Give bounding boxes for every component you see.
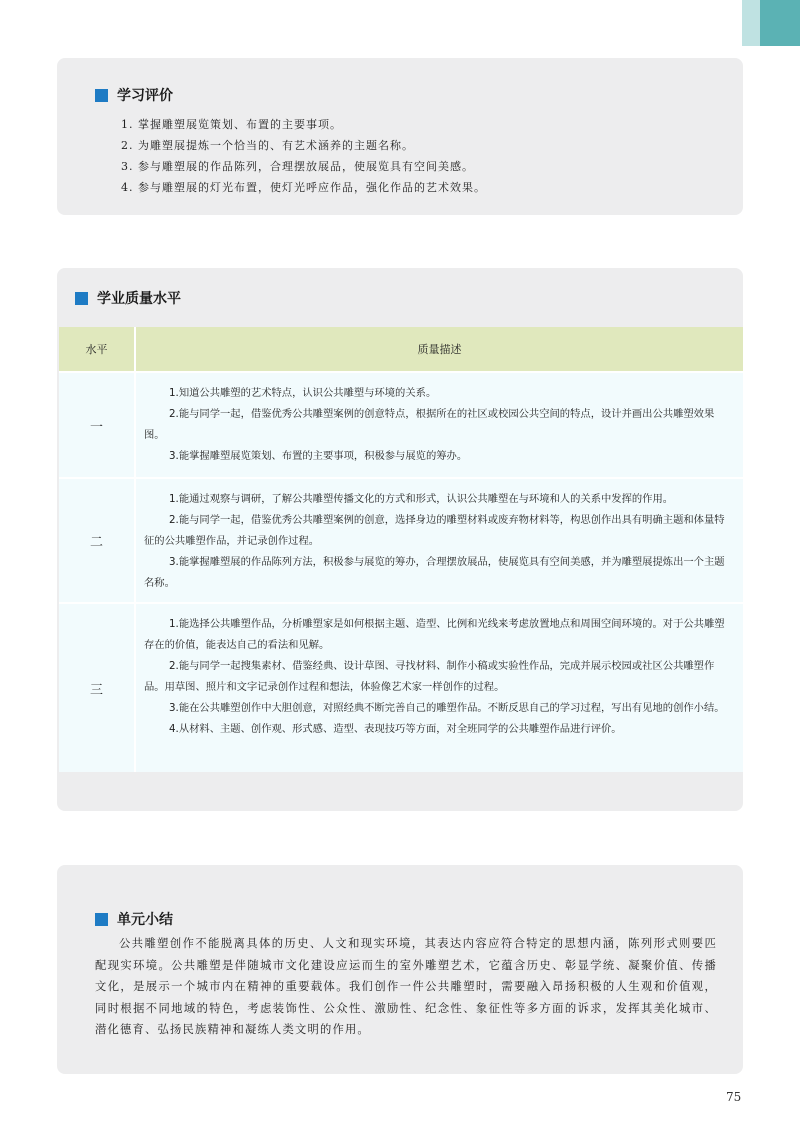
unit-summary-heading bbox=[95, 909, 173, 929]
unit-summary-panel bbox=[57, 865, 743, 1074]
description-line: 2.能与同学一起，借鉴优秀公共雕塑案例的创意，选择身边的雕塑材料或废弃物材料等，构思创作出具有明确主题和体量特征的公共雕塑作品，并记录创作过程。 bbox=[144, 514, 725, 547]
section-square-icon bbox=[95, 913, 108, 926]
academic-quality-heading bbox=[75, 288, 181, 308]
section-square-icon bbox=[75, 292, 88, 305]
list-item: 3. 参与雕塑展的作品陈列，合理摆放展品，使展览具有空间美感。 bbox=[121, 160, 474, 173]
level-cell: 三 bbox=[59, 604, 136, 772]
quality-table bbox=[59, 327, 743, 772]
unit-summary-text: 公共雕塑创作不能脱离具体的历史、人文和现实环境，其表达内容应符合特定的思想内涵，陈列形式则要匹配现实环境。公共雕塑是伴随城市文化建设应运而生的室外雕塑艺术，它蕴含历史、彰显学统、凝聚价值、传播文化，是展示一个城市内在精神的重要载体。我们创作一件公共雕塑时，需要融入昂扬积极的人生观和价值观，同时根据不同地域的特色，考虑装饰性、公众性、激励性、纪念性、象征性等多方面的诉求，发挥其美化城市、潜化德育、弘扬民族精神和凝练人类文明的作用。 bbox=[95, 937, 717, 1036]
header-level: 水平 bbox=[59, 327, 136, 371]
academic-quality-panel bbox=[57, 268, 743, 811]
academic-quality-title: 学业质量水平 bbox=[97, 291, 181, 307]
description-cell bbox=[136, 373, 743, 477]
level-cell: 一 bbox=[59, 373, 136, 477]
description-line: 3.能在公共雕塑创作中大胆创意，对照经典不断完善自己的雕塑作品。不断反思自己的学习过程，写出有见地的创作小结。 bbox=[169, 702, 725, 714]
learning-evaluation-heading bbox=[95, 85, 173, 105]
description-line: 1.知道公共雕塑的艺术特点，认识公共雕塑与环境的关系。 bbox=[169, 387, 437, 399]
description-line: 1.能通过观察与调研，了解公共雕塑传播文化的方式和形式，认识公共雕塑在与环境和人的关系中发挥的作用。 bbox=[169, 493, 674, 505]
learning-evaluation-title: 学习评价 bbox=[117, 88, 173, 104]
description-line: 2.能与同学一起搜集素材、借鉴经典、设计草图、寻找材料、制作小稿或实验性作品，完成并展示校园或社区公共雕塑作品。用草图、照片和文字记录创作过程和想法，体验像艺术家一样创作的过程。 bbox=[144, 660, 715, 693]
description-line: 3.能掌握雕塑展览策划、布置的主要事项，积极参与展览的筹办。 bbox=[169, 450, 468, 462]
table-header-row bbox=[59, 327, 743, 371]
page-number: 75 bbox=[726, 1090, 742, 1104]
list-item: 1. 掌握雕塑展览策划、布置的主要事项。 bbox=[121, 118, 342, 131]
learning-evaluation-list bbox=[121, 114, 486, 198]
description-line: 2.能与同学一起，借鉴优秀公共雕塑案例的创意特点，根据所在的社区或校园公共空间的特点，设计并画出公共雕塑效果图。 bbox=[144, 408, 715, 441]
corner-tab-dark bbox=[760, 0, 800, 46]
description-line: 3.能掌握雕塑展的作品陈列方法，积极参与展览的筹办，合理摆放展品，使展览具有空间美感，并为雕塑展提炼出一个主题名称。 bbox=[144, 556, 725, 589]
learning-evaluation-panel bbox=[57, 58, 743, 215]
description-line: 1.能选择公共雕塑作品，分析雕塑家是如何根据主题、造型、比例和光线来考虑放置地点和周围空间环境的。对于公共雕塑存在的价值，能表达自己的看法和见解。 bbox=[144, 618, 725, 651]
level-cell: 二 bbox=[59, 479, 136, 602]
list-item: 4. 参与雕塑展的灯光布置，使灯光呼应作品，强化作品的艺术效果。 bbox=[121, 181, 486, 194]
corner-tab-light bbox=[742, 0, 760, 46]
description-line: 4.从材料、主题、创作观、形式感、造型、表现技巧等方面，对全班同学的公共雕塑作品进行评价。 bbox=[169, 723, 622, 735]
description-cell bbox=[136, 479, 743, 602]
unit-summary-title: 单元小结 bbox=[117, 912, 173, 928]
header-description: 质量描述 bbox=[417, 343, 462, 356]
table-row bbox=[59, 477, 743, 602]
table-row bbox=[59, 371, 743, 477]
list-item: 2. 为雕塑展提炼一个恰当的、有艺术涵养的主题名称。 bbox=[121, 139, 414, 152]
section-square-icon bbox=[95, 89, 108, 102]
description-cell bbox=[136, 604, 743, 772]
table-row bbox=[59, 602, 743, 772]
